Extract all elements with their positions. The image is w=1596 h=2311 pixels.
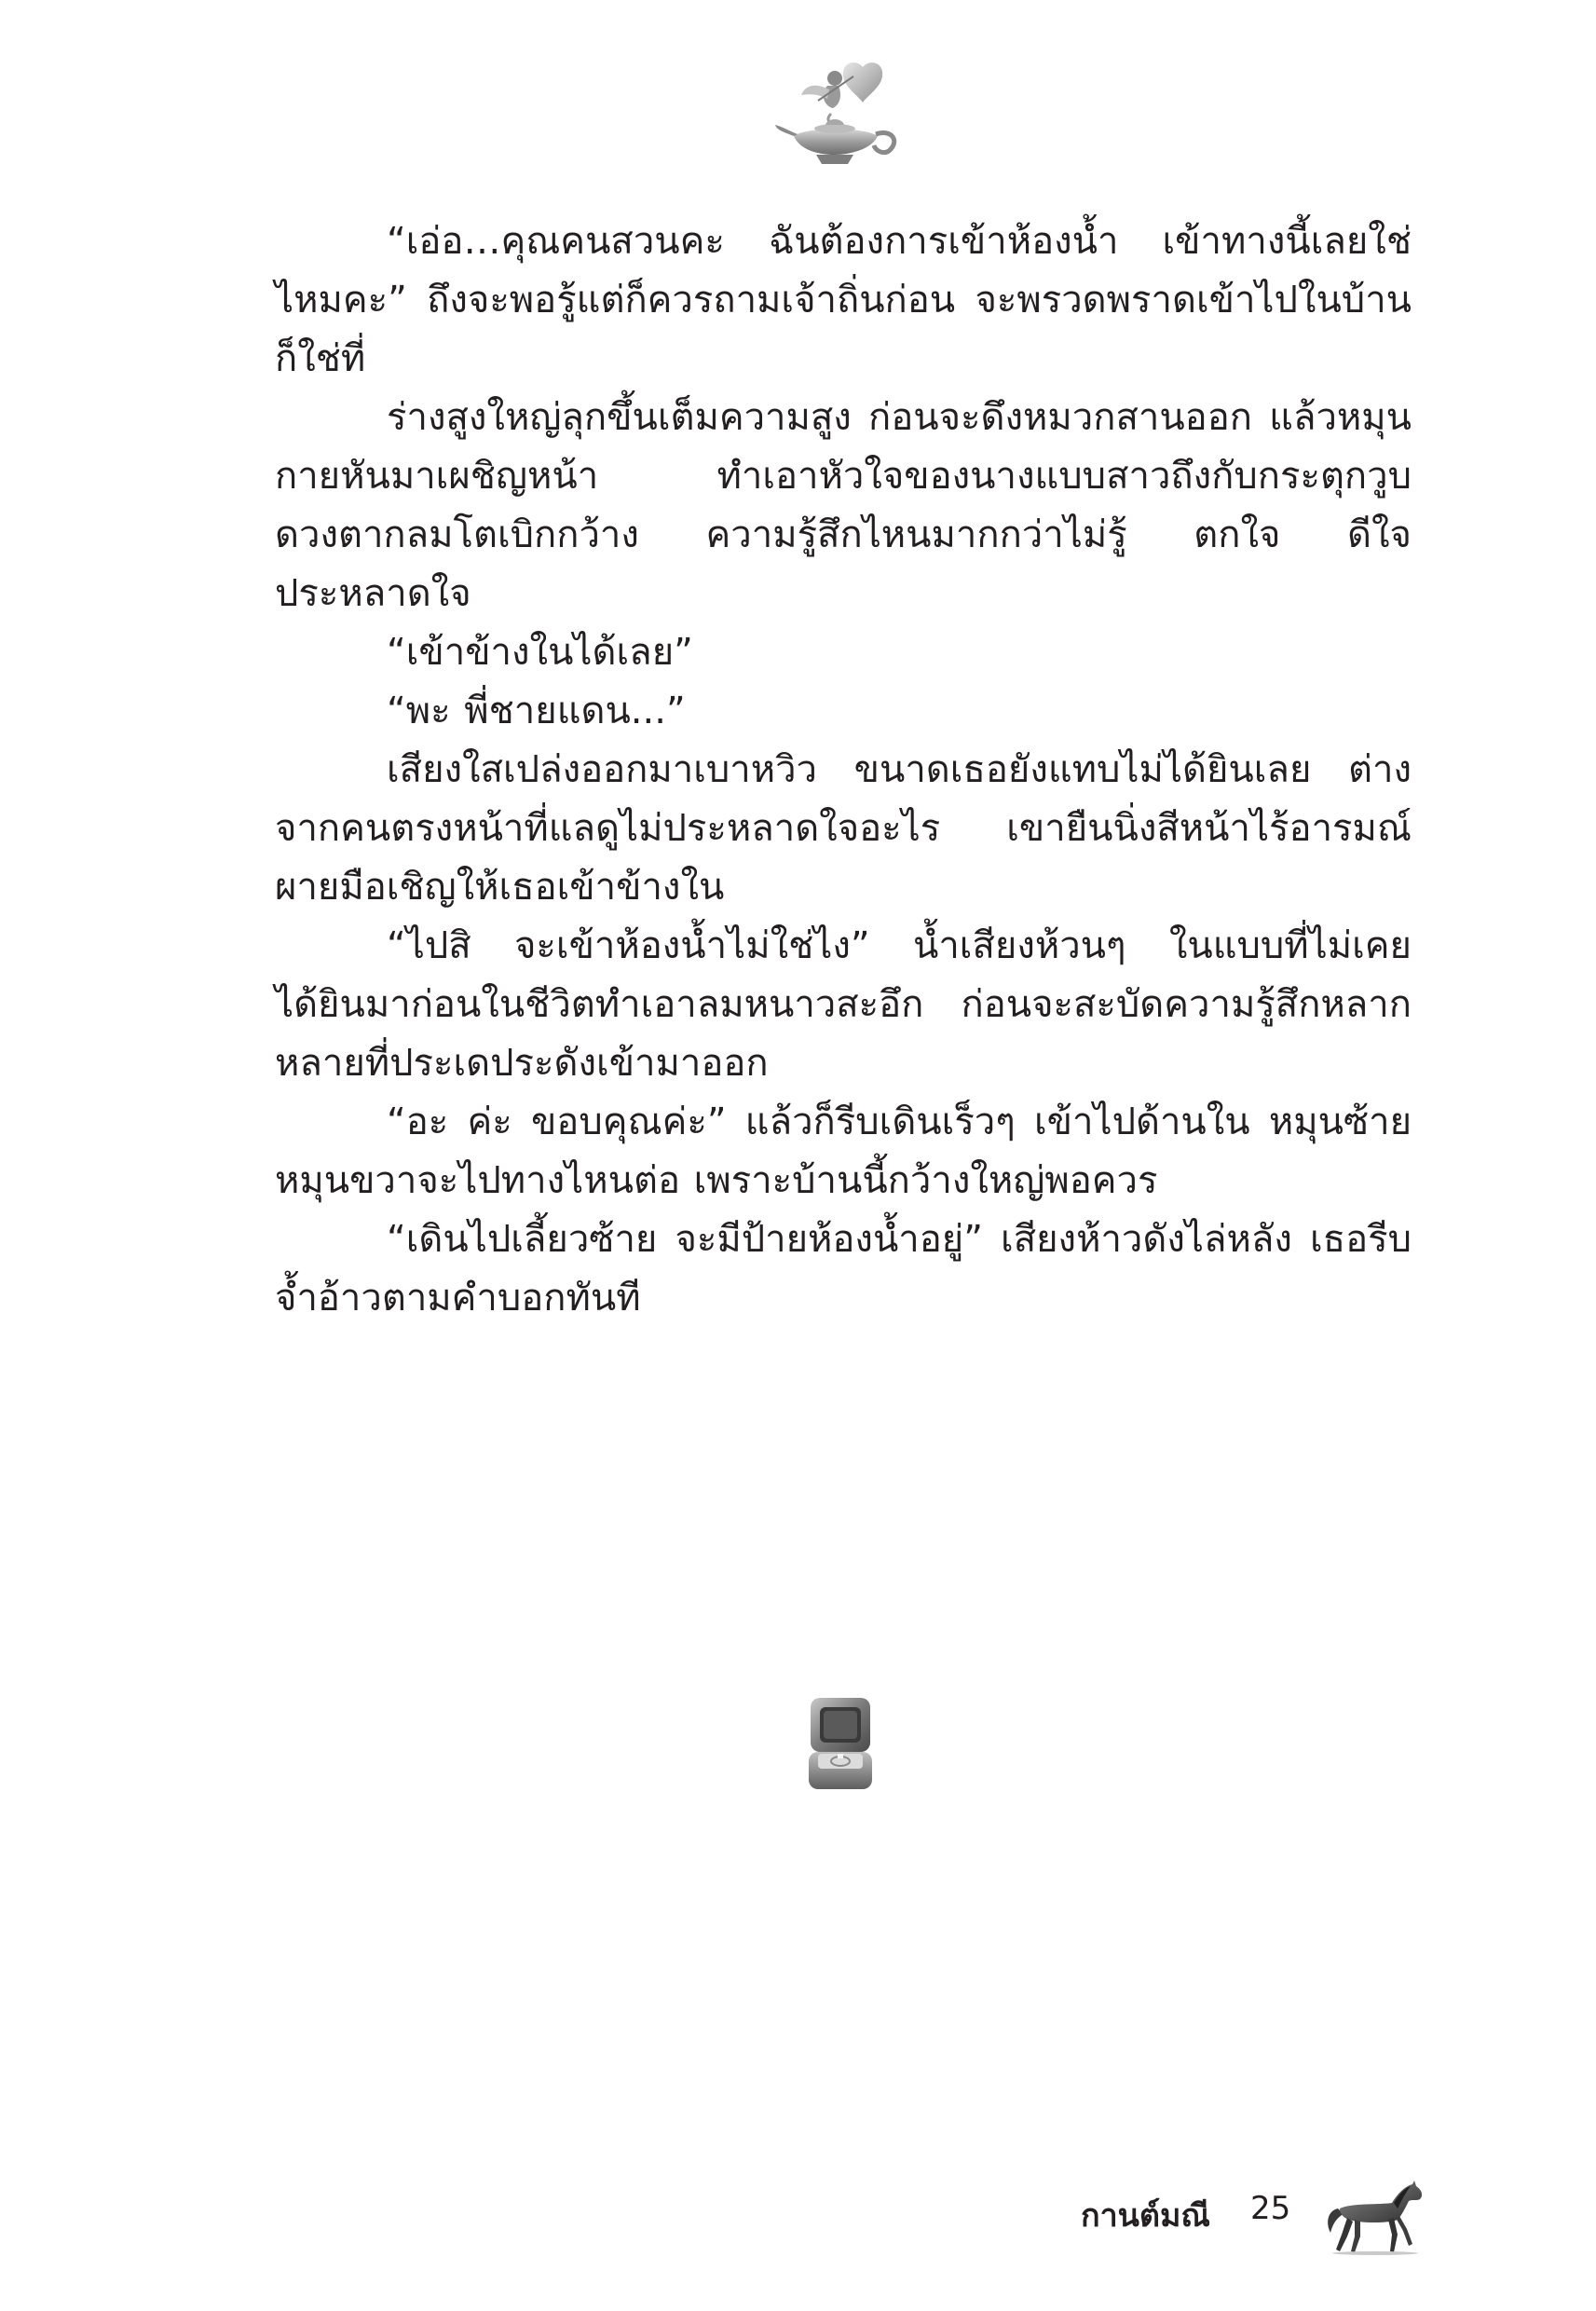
paragraph: ร่างสูงใหญ่ลุกขึ้นเต็มความสูง ก่อนจะดึงหมวกสานออก แล้วหมุนกายหันมาเผชิญหน้า ทำเอาหัวใจของนางแบบสาวถึงกับกระตุกวูบ ดวงตากลมโตเบิกกว้าง ความรู้สึกไหนมากกว่าไม่รู้ ตกใจ ดีใจ ประหลาดใจ <box>275 396 1412 615</box>
horse-icon <box>1323 2181 1425 2255</box>
paragraph: เสียงใสเปล่งออกมาเบาหวิว ขนาดเธอยังแทบไม่ได้ยินเลย ต่างจากคนตรงหน้าที่แลดูไม่ประหลาดใจอะไร เขายืนนิ่งสีหน้าไร้อารมณ์ ผายมือเชิญให้เธอเข้าข้างใน <box>275 748 1412 909</box>
page-number: 25 <box>1250 2190 1291 2227</box>
page-footer <box>1053 2162 1444 2255</box>
paragraph: “ไปสิ จะเข้าห้องน้ำไม่ใช่ไง” น้ำเสียงห้วนๆ ในแบบที่ไม่เคยได้ยินมาก่อนในชีวิตทำเอาลมหนาวสะอึก ก่อนจะสะบัดความรู้สึกหลากหลายที่ประเดประดังเข้ามาออก <box>275 924 1412 1085</box>
body-text <box>275 212 1412 1328</box>
ring-box-icon <box>807 1696 874 1793</box>
paragraph: “เอ่อ…คุณคนสวนคะ ฉันต้องการเข้าห้องน้ำ เข้าทางนี้เลยใช่ไหมคะ” ถึงจะพอรู้แต่ก็ควรถามเจ้าถิ่นก่อน จะพรวดพราดเข้าไปในบ้านก็ใช่ที่ <box>275 220 1412 380</box>
book-title: กานต์มณี <box>1081 2197 1210 2235</box>
paragraph: “อะ ค่ะ ขอบคุณค่ะ” แล้วก็รีบเดินเร็วๆ เข้าไปด้านใน หมุนซ้ายหมุนขวาจะไปทางไหนต่อ เพราะบ้านนี้กว้างใหญ่พอควร <box>275 1101 1412 1202</box>
paragraph: “เข้าข้างในได้เลย” <box>387 631 693 674</box>
genie-lamp-cupid-icon <box>773 58 904 170</box>
paragraph: “พะ พี่ชายแดน...” <box>387 690 686 732</box>
paragraph: “เดินไปเลี้ยวซ้าย จะมีป้ายห้องน้ำอยู่” เสียงห้าวดังไล่หลัง เธอรีบจ้ำอ้าวตามคำบอกทันที <box>275 1218 1412 1320</box>
